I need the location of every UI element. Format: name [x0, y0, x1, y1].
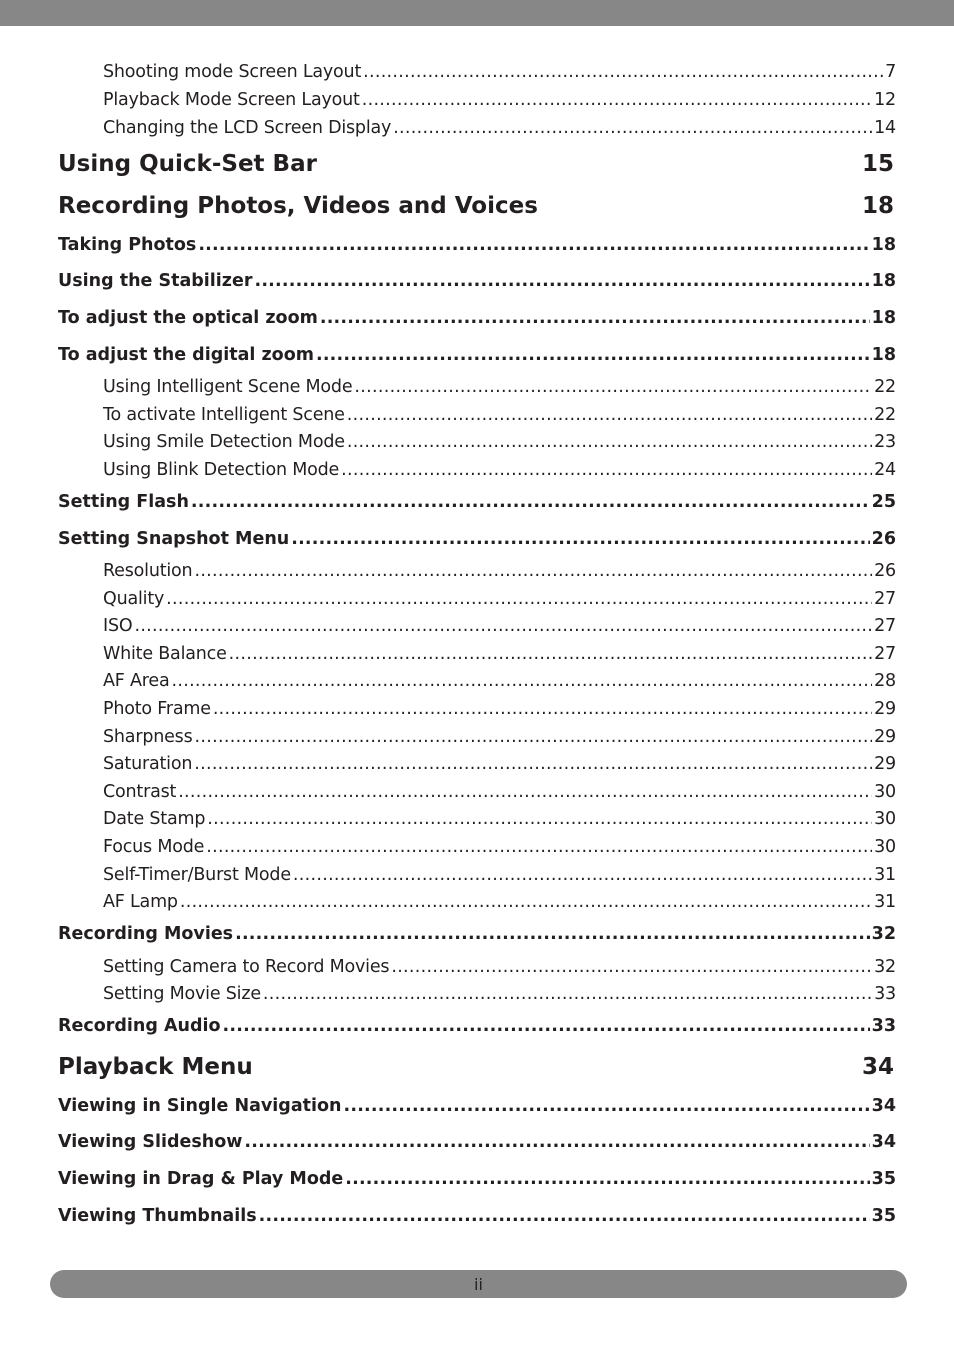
toc-entry-page: 14: [874, 118, 896, 138]
dot-leader: [198, 235, 869, 255]
toc-section-entry[interactable]: [58, 492, 896, 512]
toc-entry-title: Using Smile Detection Mode: [103, 432, 345, 452]
dot-leader: [229, 644, 872, 664]
toc-entry-title: White Balance: [103, 644, 227, 664]
toc-entry-title: AF Area: [103, 671, 170, 691]
toc-chapter-title: Using Quick-Set Bar: [58, 151, 317, 177]
toc-entry-title: Playback Mode Screen Layout: [103, 90, 360, 110]
dot-leader: [180, 892, 872, 912]
dot-leader: [347, 405, 872, 425]
toc-entry-page: 27: [874, 589, 896, 609]
dot-leader: [354, 377, 872, 397]
dot-leader: [178, 782, 872, 802]
toc-entry-page: 34: [871, 1132, 896, 1152]
toc-entry-title: Quality: [103, 589, 165, 609]
toc-subsection-entry[interactable]: [103, 405, 896, 425]
toc-subsection-entry[interactable]: [103, 699, 896, 719]
toc-section-entry[interactable]: [58, 529, 896, 549]
dot-leader: [362, 90, 872, 110]
toc-chapter-page: 18: [861, 193, 894, 219]
dot-leader: [235, 924, 870, 944]
toc-entry-page: 29: [874, 699, 896, 719]
toc-subsection-entry[interactable]: [103, 118, 896, 138]
toc-chapter-page: 15: [861, 151, 894, 177]
toc-entry-title: Using Intelligent Scene Mode: [103, 377, 353, 397]
toc-entry-title: To adjust the optical zoom: [58, 308, 318, 328]
toc-subsection-entry[interactable]: [103, 90, 896, 110]
dot-leader: [223, 1016, 870, 1036]
dot-leader: [207, 809, 872, 829]
toc-entry-page: 30: [874, 809, 896, 829]
dot-leader: [341, 460, 872, 480]
toc-section-entry[interactable]: [58, 271, 896, 291]
toc-entry-title: Setting Movie Size: [103, 984, 261, 1004]
toc-chapter-title: Recording Photos, Videos and Voices: [58, 193, 538, 219]
toc-section-entry[interactable]: [58, 308, 896, 328]
toc-subsection-entry[interactable]: [103, 892, 896, 912]
toc-entry-page: 30: [874, 782, 896, 802]
dot-leader: [206, 837, 872, 857]
dot-leader: [263, 984, 872, 1004]
toc-entry-title: Self-Timer/Burst Mode: [103, 865, 291, 885]
dot-leader: [171, 671, 872, 691]
toc-entry-page: 31: [874, 892, 896, 912]
toc-entry-page: 34: [871, 1096, 896, 1116]
dot-leader: [259, 1206, 870, 1226]
toc-entry-title: Viewing in Drag & Play Mode: [58, 1169, 344, 1189]
toc-entry-title: Viewing in Single Navigation: [58, 1096, 342, 1116]
toc-subsection-entry[interactable]: [103, 671, 896, 691]
dot-leader: [345, 1169, 869, 1189]
toc-entry-title: Using Blink Detection Mode: [103, 460, 340, 480]
toc-entry-title: Setting Snapshot Menu: [58, 529, 290, 549]
toc-entry-title: Sharpness: [103, 727, 193, 747]
toc-subsection-entry[interactable]: [103, 62, 896, 82]
dot-leader: [195, 727, 873, 747]
footer-bar: [50, 1270, 907, 1298]
dot-leader: [166, 589, 872, 609]
toc-entry-page: 26: [871, 529, 896, 549]
top-header-bar: [0, 0, 954, 26]
toc-section-entry[interactable]: [58, 235, 896, 255]
toc-subsection-entry[interactable]: [103, 561, 896, 581]
toc-subsection-entry[interactable]: [103, 865, 896, 885]
toc-subsection-entry[interactable]: [103, 460, 896, 480]
toc-entry-page: 18: [871, 308, 896, 328]
dot-leader: [363, 62, 883, 82]
dot-leader: [134, 616, 872, 636]
dot-leader: [254, 271, 869, 291]
dot-leader: [320, 308, 870, 328]
toc-entry-page: 35: [871, 1169, 896, 1189]
dot-leader: [344, 1096, 870, 1116]
dot-leader: [194, 561, 872, 581]
toc-entry-page: 18: [871, 271, 896, 291]
toc-entry-page: 22: [874, 377, 896, 397]
toc-entry-title: Using the Stabilizer: [58, 271, 253, 291]
dot-leader: [191, 492, 870, 512]
toc-entry-title: Focus Mode: [103, 837, 205, 857]
footer-page-number: ii: [474, 1274, 483, 1294]
toc-entry-page: 32: [874, 957, 896, 977]
toc-subsection-entry[interactable]: [103, 809, 896, 829]
toc-entry-page: 27: [874, 644, 896, 664]
toc-entry-page: 18: [871, 235, 896, 255]
toc-entry-page: 28: [874, 671, 896, 691]
dot-leader: [244, 1132, 869, 1152]
toc-entry-page: 30: [874, 837, 896, 857]
toc-entry-page: 33: [871, 1016, 896, 1036]
toc-subsection-entry[interactable]: [103, 377, 896, 397]
toc-entry-title: To adjust the digital zoom: [58, 345, 314, 365]
dot-leader: [293, 865, 872, 885]
toc-entry-page: 29: [874, 754, 896, 774]
toc-entry-title: Date Stamp: [103, 809, 206, 829]
toc-entry-title: To activate Intelligent Scene: [103, 405, 345, 425]
toc-subsection-entry[interactable]: [103, 432, 896, 452]
toc-chapter-title: Playback Menu: [58, 1054, 253, 1080]
toc-subsection-entry[interactable]: [103, 644, 896, 664]
toc-entry-page: 12: [874, 90, 896, 110]
toc-subsection-entry[interactable]: [103, 957, 896, 977]
toc-entry-title: Recording Audio: [58, 1016, 221, 1036]
toc-entry-title: Viewing Thumbnails: [58, 1206, 257, 1226]
toc-entry-title: Resolution: [103, 561, 193, 581]
toc-section-entry[interactable]: [58, 1169, 896, 1189]
dot-leader: [291, 529, 869, 549]
toc-entry-title: AF Lamp: [103, 892, 178, 912]
toc-entry-title: Taking Photos: [58, 235, 197, 255]
toc-entry-page: 33: [874, 984, 896, 1004]
toc-entry-title: Shooting mode Screen Layout: [103, 62, 362, 82]
toc-entry-title: Contrast: [103, 782, 177, 802]
toc-entry-page: 31: [874, 865, 896, 885]
toc-subsection-entry[interactable]: [103, 984, 896, 1004]
toc-section-entry[interactable]: [58, 1096, 896, 1116]
toc-entry-page: 29: [874, 727, 896, 747]
toc-entry-title: Photo Frame: [103, 699, 211, 719]
toc-entry-page: 22: [874, 405, 896, 425]
dot-leader: [391, 957, 872, 977]
toc-entry-page: 27: [874, 616, 896, 636]
toc-chapter-heading[interactable]: [58, 151, 894, 177]
toc-entry-page: 18: [871, 345, 896, 365]
dot-leader: [316, 345, 870, 365]
toc-subsection-entry[interactable]: [103, 782, 896, 802]
toc-subsection-entry[interactable]: [103, 616, 896, 636]
toc-entry-page: 32: [871, 924, 896, 944]
toc-section-entry[interactable]: [58, 924, 896, 944]
toc-entry-title: Setting Camera to Record Movies: [103, 957, 390, 977]
toc-entry-title: Saturation: [103, 754, 193, 774]
dot-leader: [347, 432, 872, 452]
toc-entry-title: Changing the LCD Screen Display: [103, 118, 392, 138]
toc-subsection-entry[interactable]: [103, 727, 896, 747]
toc-section-entry[interactable]: [58, 345, 896, 365]
toc-section-entry[interactable]: [58, 1206, 896, 1226]
toc-subsection-entry[interactable]: [103, 837, 896, 857]
dot-leader: [393, 118, 872, 138]
toc-entry-title: Setting Flash: [58, 492, 189, 512]
toc-chapter-heading[interactable]: [58, 193, 894, 219]
toc-subsection-entry[interactable]: [103, 589, 896, 609]
toc-chapter-page: 34: [861, 1054, 894, 1080]
toc-chapter-heading[interactable]: [58, 1054, 894, 1080]
dot-leader: [213, 699, 872, 719]
toc-entry-page: 26: [874, 561, 896, 581]
toc-section-entry[interactable]: [58, 1132, 896, 1152]
toc-entry-page: 25: [871, 492, 896, 512]
toc-entry-page: 7: [885, 62, 896, 82]
toc-entry-page: 35: [871, 1206, 896, 1226]
toc-section-entry[interactable]: [58, 1016, 896, 1036]
toc-subsection-entry[interactable]: [103, 754, 896, 774]
toc-entry-page: 23: [874, 432, 896, 452]
toc-entry-page: 24: [874, 460, 896, 480]
toc-entry-title: ISO: [103, 616, 133, 636]
toc-entry-title: Recording Movies: [58, 924, 234, 944]
dot-leader: [194, 754, 872, 774]
toc-entry-title: Viewing Slideshow: [58, 1132, 243, 1152]
